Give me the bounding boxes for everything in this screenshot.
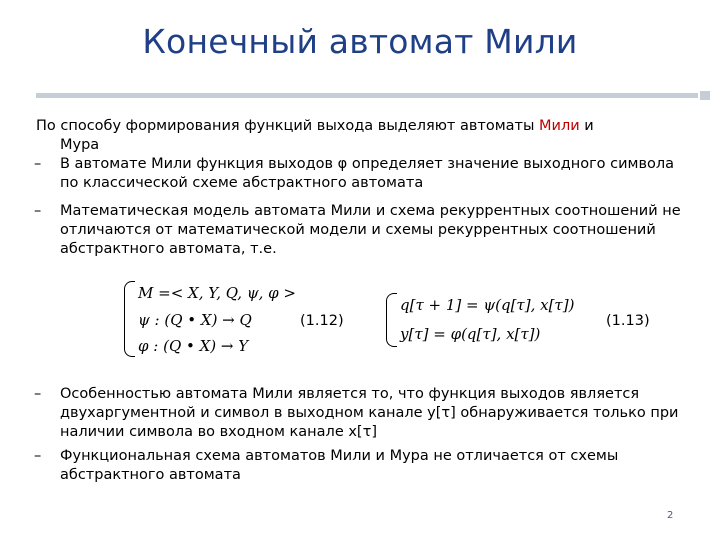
list-item bbox=[34, 202, 684, 259]
list-item bbox=[34, 385, 684, 442]
formula-brace bbox=[386, 293, 397, 347]
list-item bbox=[34, 155, 684, 193]
page-number: 2 bbox=[667, 510, 674, 521]
dash-marker: – bbox=[34, 156, 42, 172]
formula-brace bbox=[124, 281, 135, 357]
equation-number: (1.12) bbox=[300, 313, 344, 329]
formula-line: φ : (Q • X) → Y bbox=[138, 337, 249, 355]
title-divider-end bbox=[698, 91, 710, 100]
formula-line: ψ : (Q • X) → Q bbox=[138, 311, 252, 329]
slide-title: Конечный автомат Мили bbox=[142, 22, 578, 61]
intro-continuation: Мура bbox=[60, 137, 100, 153]
dash-marker: – bbox=[34, 386, 42, 402]
intro-highlight: Мили bbox=[539, 118, 580, 134]
list-item-text: Особенностью автомата Мили является то, что функция выходов является двухаргументной и символ в выходном канале y[τ] обнаруживается только при наличии символа во входном канале x[τ] bbox=[60, 386, 679, 440]
list-item-text: Функциональная схема автоматов Мили и Мура не отличается от схемы абстрактного автомата bbox=[60, 448, 619, 483]
intro-text: По способу формирования функций выхода выделяют автоматы bbox=[36, 118, 540, 134]
list-item-text: Математическая модель автомата Мили и схема рекуррентных соотношений не отличаются от математической модели и схемы рекуррентных соотношений абстрактного автомата, т.е. bbox=[60, 203, 681, 257]
list-item-text: В автомате Мили функция выходов φ определяет значение выходного символа по классической схеме абстрактного автомата bbox=[60, 156, 675, 191]
formula-line: y[τ] = φ(q[τ], x[τ]) bbox=[400, 325, 541, 343]
intro-paragraph bbox=[36, 117, 676, 155]
list-item bbox=[34, 447, 684, 485]
dash-marker: – bbox=[34, 448, 42, 464]
formula-line: q[τ + 1] = ψ(q[τ], x[τ]) bbox=[400, 296, 575, 314]
intro-text-after: и bbox=[579, 118, 594, 134]
title-divider bbox=[36, 93, 698, 98]
dash-marker: – bbox=[34, 203, 42, 219]
equation-number: (1.13) bbox=[606, 313, 650, 329]
formula-line: M =< X, Y, Q, ψ, φ > bbox=[138, 284, 296, 302]
